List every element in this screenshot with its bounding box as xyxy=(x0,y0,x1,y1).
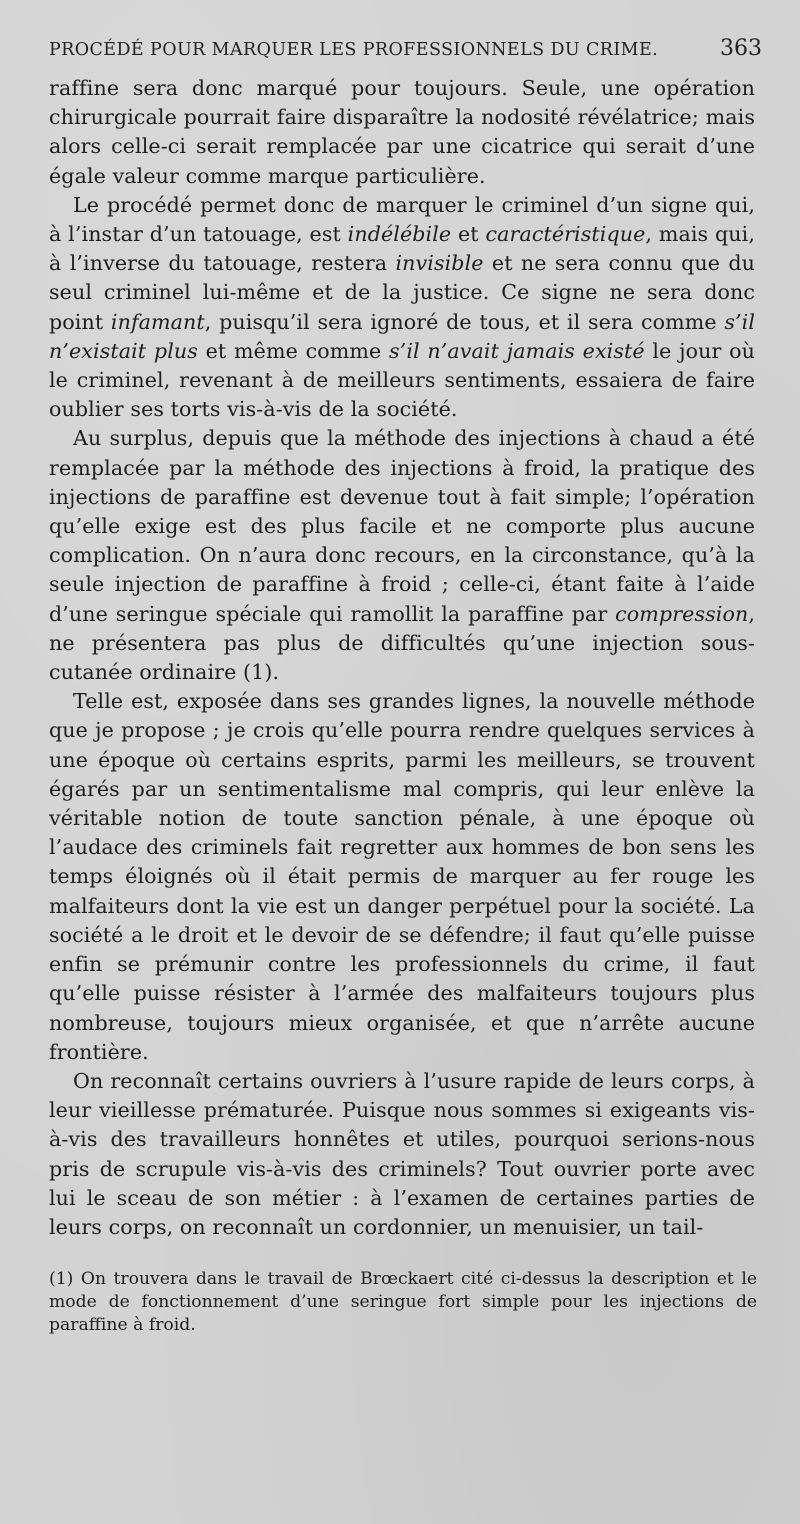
footnote-mark: (1) xyxy=(49,1269,74,1289)
footnote-text: On trouvera dans le travail de Brœckaert cité ci-dessus la description et le mode de fonctionnement d’une seringue fort simple pour les injections de paraffine à froid. xyxy=(49,1269,757,1335)
running-head xyxy=(49,36,762,68)
paragraph-2-italic-3: invisible xyxy=(395,251,484,276)
paragraph-2 xyxy=(49,191,755,425)
paragraph-3-text-b: , ne présentera pas plus de difficultés qu’une injection sous-cutanée ordinaire (1). xyxy=(49,601,755,685)
paragraph-2-italic-1: indélébile xyxy=(347,222,452,247)
paragraph-2-text-f: et même comme xyxy=(197,338,389,363)
paragraph-2-text-a: Le procédé permet donc de marquer le criminel d’un signe qui, à l’instar d’un tatouage, est xyxy=(49,192,755,247)
paragraph-2-text-b: et xyxy=(451,222,486,247)
paragraph-2-text-d: et ne sera connu que du seul criminel lui-même et de la justice. Ce signe ne sera donc point xyxy=(49,251,755,334)
paragraph-2-italic-5: s’il n’existait plus xyxy=(49,309,755,363)
paragraph-2-italic-4: infamant xyxy=(110,309,205,334)
body-text xyxy=(49,74,755,1242)
paragraph-2-text-e: , puisqu’il sera ignoré de tous, et il sera comme xyxy=(204,309,725,334)
paragraph-2-italic-6: s’il n’avait jamais existé xyxy=(389,338,645,363)
paragraph-3-italic-1: compression xyxy=(615,601,749,626)
footnotes xyxy=(49,1268,757,1336)
paragraph-5: On reconnaît certains ouvriers à l’usure rapide de leurs corps, à leur vieillesse prématurée. Puisque nous sommes si exigeants vis-à-vis des travailleurs honnêtes et utiles, pourquoi serions-nous pris de scrupule vis-à-vis des criminels? Tout ouvrier porte avec lui le sceau de son métier : à l’examen de certaines parties de leurs corps, on reconnaît un cordonnier, un menuisier, un tail- xyxy=(49,1068,755,1239)
paragraph-3-text-a: Au surplus, depuis que la méthode des injections à chaud a été remplacée par la méthode des injections à froid, la pratique des injections de paraffine est devenue tout à fait simple; l’opération qu’elle exige est des plus facile et ne comporte plus aucune complication. On n’aura donc recours, en la circonstance, qu’à la seule injection de paraffine à froid ; celle-ci, étant faite à l’aide d’une seringue spéciale qui ramollit la paraffine par xyxy=(49,426,755,626)
page-number: 363 xyxy=(720,36,762,61)
paragraph-4: Telle est, exposée dans ses grandes lignes, la nouvelle méthode que je propose ; je crois qu’elle pourra rendre quelques services à une époque où certains esprits, parmi les meilleurs, se trouvent égarés par un sentimentalisme mal compris, qui leur enlève la véritable notion de toute sanction pénale, à une époque où l’audace des criminels fait regretter aux hommes de bon sens les temps éloignés où il était permis de marquer au fer rouge les malfaiteurs dont la vie est un danger perpétuel pour la société. La société a le droit et le devoir de se défendre; il faut qu’elle puisse enfin se prémunir contre les professionnels du crime, il faut qu’elle puisse résister à l’armée des malfaiteurs toujours plus nombreuse, toujours mieux organisée, et que n’arrête aucune frontière. xyxy=(49,689,755,1064)
paragraph-2-italic-2: caractéristique xyxy=(485,222,646,247)
running-head-title: PROCÉDÉ POUR MARQUER LES PROFESSIONNELS DU CRIME. xyxy=(49,40,659,60)
paragraph-1: raffine sera donc marqué pour toujours. Seule, une opération chirurgicale pourrait faire disparaître la nodosité révélatrice; mais alors celle-ci serait remplacée par une cicatrice qui serait d’une égale valeur comme marque particulière. xyxy=(49,76,755,188)
paragraph-3 xyxy=(49,424,755,687)
footnote-1 xyxy=(49,1268,757,1336)
paragraph-2-text-g: le jour où le criminel, revenant à de meilleurs sentiments, essaiera de faire oublier ses torts vis-à-vis de la société. xyxy=(49,338,755,422)
paragraph-2-text-c: , mais qui, à l’inverse du tatouage, restera xyxy=(49,222,755,276)
